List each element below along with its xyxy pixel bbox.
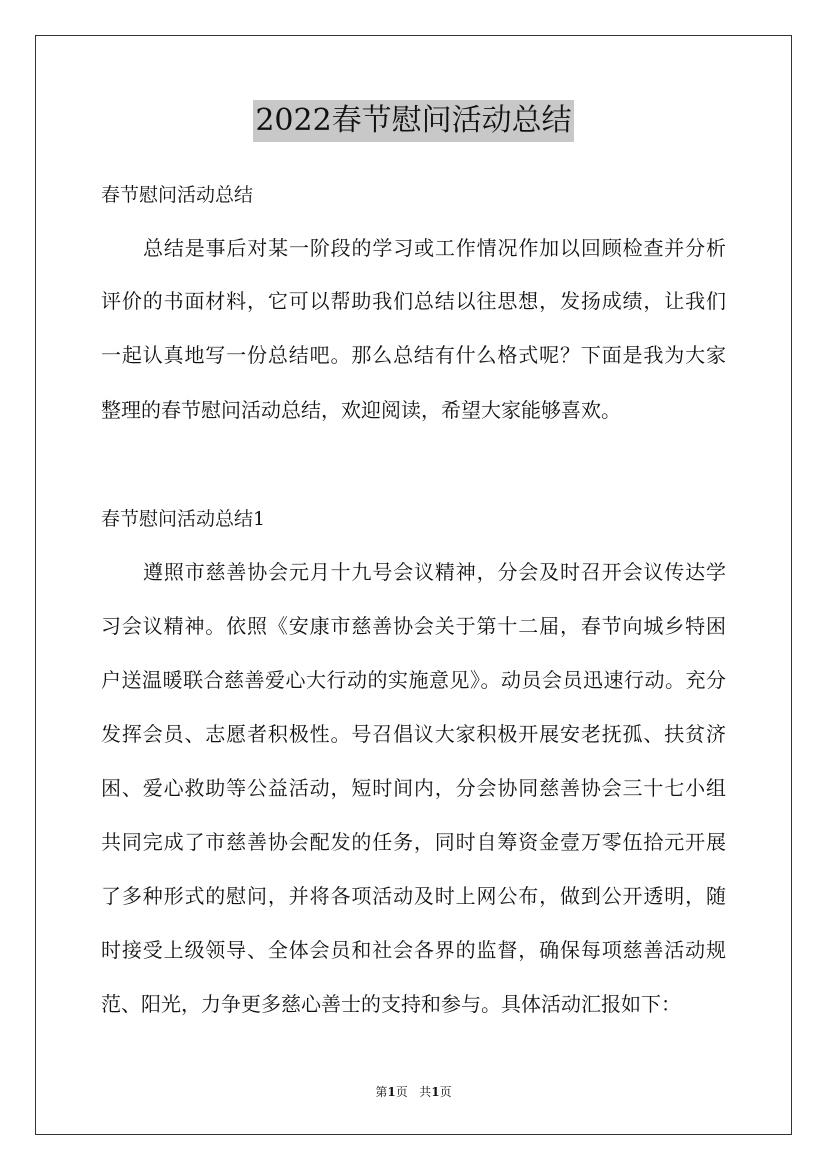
- title-container: [0, 100, 827, 142]
- footer-total-pre: 共: [419, 1085, 432, 1099]
- body-line-9: 范、阳光，力争更多慈心善士的支持和参与。具体活动汇报如下：: [101, 992, 681, 1016]
- footer-page-current: 1: [387, 1085, 396, 1099]
- intro-heading: 春节慰问活动总结: [101, 184, 254, 206]
- page-footer: [0, 1083, 827, 1101]
- intro-line-4: 整理的春节慰问活动总结，欢迎阅读，希望大家能够喜欢。: [101, 398, 621, 422]
- body-line-5: 困、爱心救助等公益活动，短时间内，分会协同慈善协会三十七小组: [101, 776, 726, 800]
- body-line-7: 了多种形式的慰问，并将各项活动及时上网公布，做到公开透明，随: [101, 884, 726, 908]
- intro-line-2: 评价的书面材料，它可以帮助我们总结以往思想，发扬成绩，让我们: [101, 289, 726, 313]
- footer-page-mid: 页: [395, 1085, 408, 1099]
- body-line-1: 遵照市慈善协会元月十九号会议精神，分会及时召开会议传达学: [143, 560, 726, 584]
- body-line-3: 户送温暖联合慈善爱心大行动的实施意见》。动员会员迅速行动。充分: [101, 668, 726, 692]
- footer-page-total: 1: [431, 1085, 440, 1099]
- body-line-8: 时接受上级领导、全体会员和社会各界的监督，确保每项慈善活动规: [101, 938, 726, 962]
- section-heading-1: 春节慰问活动总结1: [101, 508, 266, 530]
- document-title: 2022春节慰问活动总结: [253, 100, 573, 142]
- intro-line-3: 一起认真地写一份总结吧。那么总结有什么格式呢？下面是我为大家: [101, 343, 726, 367]
- body-line-4: 发挥会员、志愿者积极性。号召倡议大家积极开展安老抚孤、扶贫济: [101, 722, 726, 746]
- intro-line-1: 总结是事后对某一阶段的学习或工作情况作加以回顾检查并分析: [143, 236, 726, 260]
- body-line-6: 共同完成了市慈善协会配发的任务，同时自筹资金壹万零伍拾元开展: [101, 830, 726, 854]
- footer-page-pre: 第: [375, 1085, 388, 1099]
- body-line-2: 习会议精神。依照《安康市慈善协会关于第十二届，春节向城乡特困: [101, 614, 726, 638]
- footer-total-post: 页: [439, 1085, 452, 1099]
